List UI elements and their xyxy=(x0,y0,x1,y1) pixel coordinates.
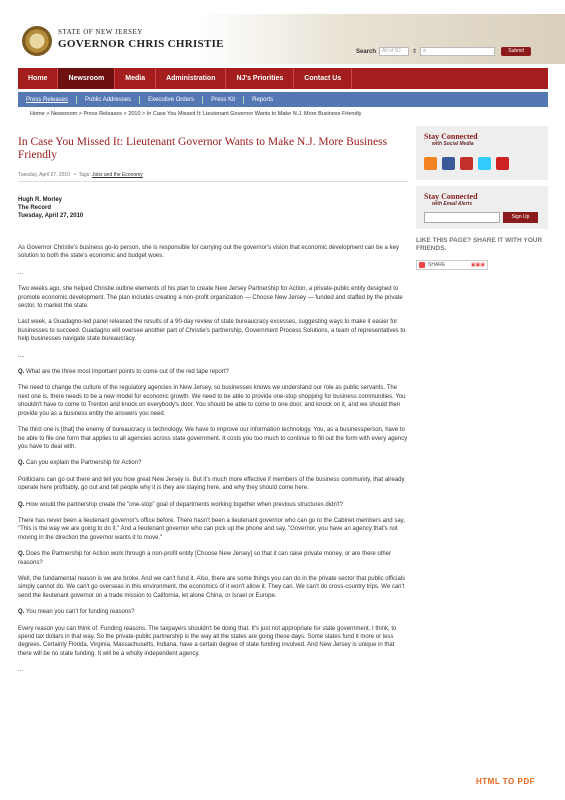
search-icon: ⌕ xyxy=(423,48,427,54)
paragraph-text: As Governor Christie's business go-to person, she is responsible for carrying out the governor's vision that economic development can be a key solution to both the state's economic and budget woes. xyxy=(18,245,399,260)
subnav-item-4[interactable]: Reports xyxy=(252,96,274,103)
paragraph-text: Every reason you can think of. Funding reasons. The taxpayers shouldn't be doing that. It's just not appropriate for state government, I think, to spend tax dollars in that way. So the private-public partnership is the way all the states are going these days. Some states fund it more or less degrees. Certainly Florida, Virginia, Massachusetts, Indiana, have a certain degree of state funding involved. And New Jersey is unique in that there will be no state funding. It will be a wholly independent agency. xyxy=(18,625,397,657)
paragraph xyxy=(18,352,408,360)
sub-nav xyxy=(18,92,548,107)
paragraph xyxy=(18,575,408,600)
byline-author: Hugh R. Morley xyxy=(18,197,63,203)
paragraph xyxy=(18,426,408,451)
social-box xyxy=(416,126,548,180)
paragraph-text: You mean you can't for funding reasons? xyxy=(24,609,135,616)
paragraph xyxy=(18,285,408,310)
search-bar xyxy=(356,47,531,56)
nav-item-1[interactable]: Newsroom xyxy=(58,68,115,89)
search-input[interactable] xyxy=(420,47,495,56)
html-to-pdf-watermark: HTML TO PDF xyxy=(476,777,535,786)
nav-item-5[interactable]: Contact Us xyxy=(294,68,352,89)
governor-name[interactable]: GOVERNOR CHRIS CHRISTIE xyxy=(58,38,224,50)
share-button[interactable] xyxy=(416,260,488,270)
question-marker: Q. xyxy=(18,369,25,376)
site-header xyxy=(0,14,565,64)
stay-connected-heading: Stay Connected xyxy=(424,132,478,141)
byline xyxy=(18,196,408,220)
paragraph-text: How would the partnership create the "one-stop" goal of departments working together when previous structures didn't? xyxy=(24,501,343,508)
paragraph xyxy=(18,318,408,343)
paragraph-text: Last week, a Guadagno-led panel released the results of a 90-day review of state bureaucracy excesses, suggesting ways to make it easier for businesses to succeed. Guadagno will oversee another part of Christie's partnership, Government Process Solutions, a team of representatives to help businesses navigate state bureaucracy. xyxy=(18,319,406,343)
nav-item-3[interactable]: Administration xyxy=(156,68,226,89)
paragraph xyxy=(18,244,408,261)
bookmark-icon[interactable] xyxy=(496,157,509,170)
facebook-icon[interactable] xyxy=(442,157,455,170)
main-nav xyxy=(18,68,548,89)
youtube-icon[interactable] xyxy=(460,157,473,170)
paragraph-text: The need to change the culture of the regulatory agencies in New Jersey, so businesses knows we understand our role as public servants. The next one is, there needs to be a new model for economic growth. We need to be able to provide one-stop shopping for business communities. You shouldn't have to come to Trenton and knock on everybody's door. You should be able to come to one door, and knock on it, and we should then provide you as a business entity the answers you need. xyxy=(18,385,406,417)
paragraph xyxy=(18,459,408,467)
paragraph xyxy=(18,517,408,542)
subnav-item-2[interactable]: Executive Orders xyxy=(140,96,203,104)
question-marker: Q. xyxy=(18,609,25,616)
paragraph-text: Does the Partnership for Action work through a non-profit entity [Choose New Jersey] so that it can raise private money, or are there other reasons? xyxy=(18,551,392,566)
share-prompt: LIKE THIS PAGE? SHARE IT WITH YOUR FRIENDS. xyxy=(416,237,543,252)
nav-item-0[interactable]: Home xyxy=(18,68,58,89)
search-scope-select[interactable]: All of NJ xyxy=(379,47,409,56)
byline-source: The Record xyxy=(18,205,52,211)
subnav-item-1[interactable]: Public Addresses xyxy=(77,96,140,104)
paragraph-text: What are the three most important points to come out of the red tape report? xyxy=(24,369,229,376)
question-marker: Q. xyxy=(18,551,25,558)
paragraph xyxy=(18,269,408,277)
rss-icon[interactable] xyxy=(424,157,437,170)
email-subheading: with Email Alerts xyxy=(432,201,473,207)
byline-date: Tuesday, April 27, 2010 xyxy=(18,213,84,219)
social-subheading: with Social Media xyxy=(432,141,474,147)
email-box xyxy=(416,186,548,229)
nav-item-4[interactable]: NJ's Priorities xyxy=(226,68,294,89)
tag-link[interactable]: Jobs and the Economy xyxy=(91,172,143,178)
state-name: STATE OF NEW JERSEY xyxy=(58,28,143,36)
paragraph xyxy=(18,550,408,567)
share-label: SHARE xyxy=(428,262,446,268)
nav-item-2[interactable]: Media xyxy=(115,68,156,89)
subnav-item-0[interactable]: Press Releases xyxy=(18,96,77,104)
paragraph-text: The third one is [that] the enemy of bureaucracy is technology. We have to improve our information technology. You, as a businessperson, have to be able to file one form that applies to all agencies across state government. It costs you too much to continue to fill out the form with every agency you have to deal with. xyxy=(18,427,408,450)
tags-label: Tags: xyxy=(78,172,91,178)
paragraph xyxy=(18,384,408,418)
article-body xyxy=(18,244,408,675)
stay-connected-email-heading: Stay Connected xyxy=(424,192,478,201)
paragraph xyxy=(18,608,408,616)
submit-button[interactable]: Submit xyxy=(501,47,531,56)
paragraph-text: Well, the fundamental reason is we are broke. And we can't fund it. Also, there are some things you can do in the private sector that public officials simply cannot do. We can't go overseas in this environment, the economics of it won't allow it. They can. We can't do cross-country trips. We can't send the lieutenant governor on a trade mission to California, let alone China, or Israel or Europe. xyxy=(18,575,406,599)
question-marker: Q. xyxy=(18,460,25,467)
signup-button[interactable]: Sign Up xyxy=(503,212,538,223)
updown-arrow-icon[interactable]: ⇕ xyxy=(412,49,418,55)
page-title: In Case You Missed It: Lieutenant Governor Wants to Make N.J. More Business Friendly xyxy=(18,136,388,161)
paragraph xyxy=(18,476,408,493)
paragraph xyxy=(18,368,408,376)
twitter-icon[interactable] xyxy=(478,157,491,170)
paragraph-text: Can you explain the Partnership for Action? xyxy=(24,460,142,467)
paragraph-text: .... xyxy=(18,352,25,359)
search-label: Search xyxy=(356,48,377,55)
article-date: Tuesday, April 27, 2010 xyxy=(18,172,70,178)
paragraph-text: ... xyxy=(18,269,24,276)
paragraph-text: There has never been a lieutenant governor's office before. There hasn't been a lieutenant governor who can go to the Cabinet members and say, "This is the way we are going to do it." And a lieutenant governor who can pick up the phone and say, "Governor, you have an agency that's not moving in the direction the governor wants it to move." xyxy=(18,517,405,541)
subnav-item-3[interactable]: Press Kit xyxy=(203,96,244,104)
paragraph xyxy=(18,501,408,509)
question-marker: Q. xyxy=(18,501,25,508)
state-seal-icon xyxy=(22,26,52,56)
breadcrumb[interactable]: Home > Newsroom > Press Releases > 2010 > In Case You Missed It: Lieutenant Governor Wants to Make N.J. More Business Friendly xyxy=(30,111,362,117)
share-logo-icon: ▣▣▣ xyxy=(470,262,485,268)
email-field[interactable] xyxy=(424,212,500,223)
paragraph-text: ... xyxy=(18,667,24,674)
sidebar xyxy=(416,126,548,270)
paragraph xyxy=(18,625,408,659)
share-icon xyxy=(419,262,425,268)
paragraph-text: Politicians can go out there and tell you how great New Jersey is. But it's much more effective if members of the business community, that already operate here profitably, go out and tell people why it is they are staying here, and why they should come here. xyxy=(18,476,405,492)
article-meta: Tuesday, April 27, 2010 • Tags: Jobs and the Economy xyxy=(18,172,408,182)
paragraph-text: Two weeks ago, she helped Christie outline elements of his plan to create New Jersey Partnership for Action, a private-public entity designed to promote economic development. The plan includes creating a non-profit organization — Choose New Jersey — funded and staffed by the private sector, to market the state. xyxy=(18,286,403,310)
article xyxy=(18,136,408,683)
social-icons xyxy=(424,157,540,170)
paragraph xyxy=(18,666,408,674)
